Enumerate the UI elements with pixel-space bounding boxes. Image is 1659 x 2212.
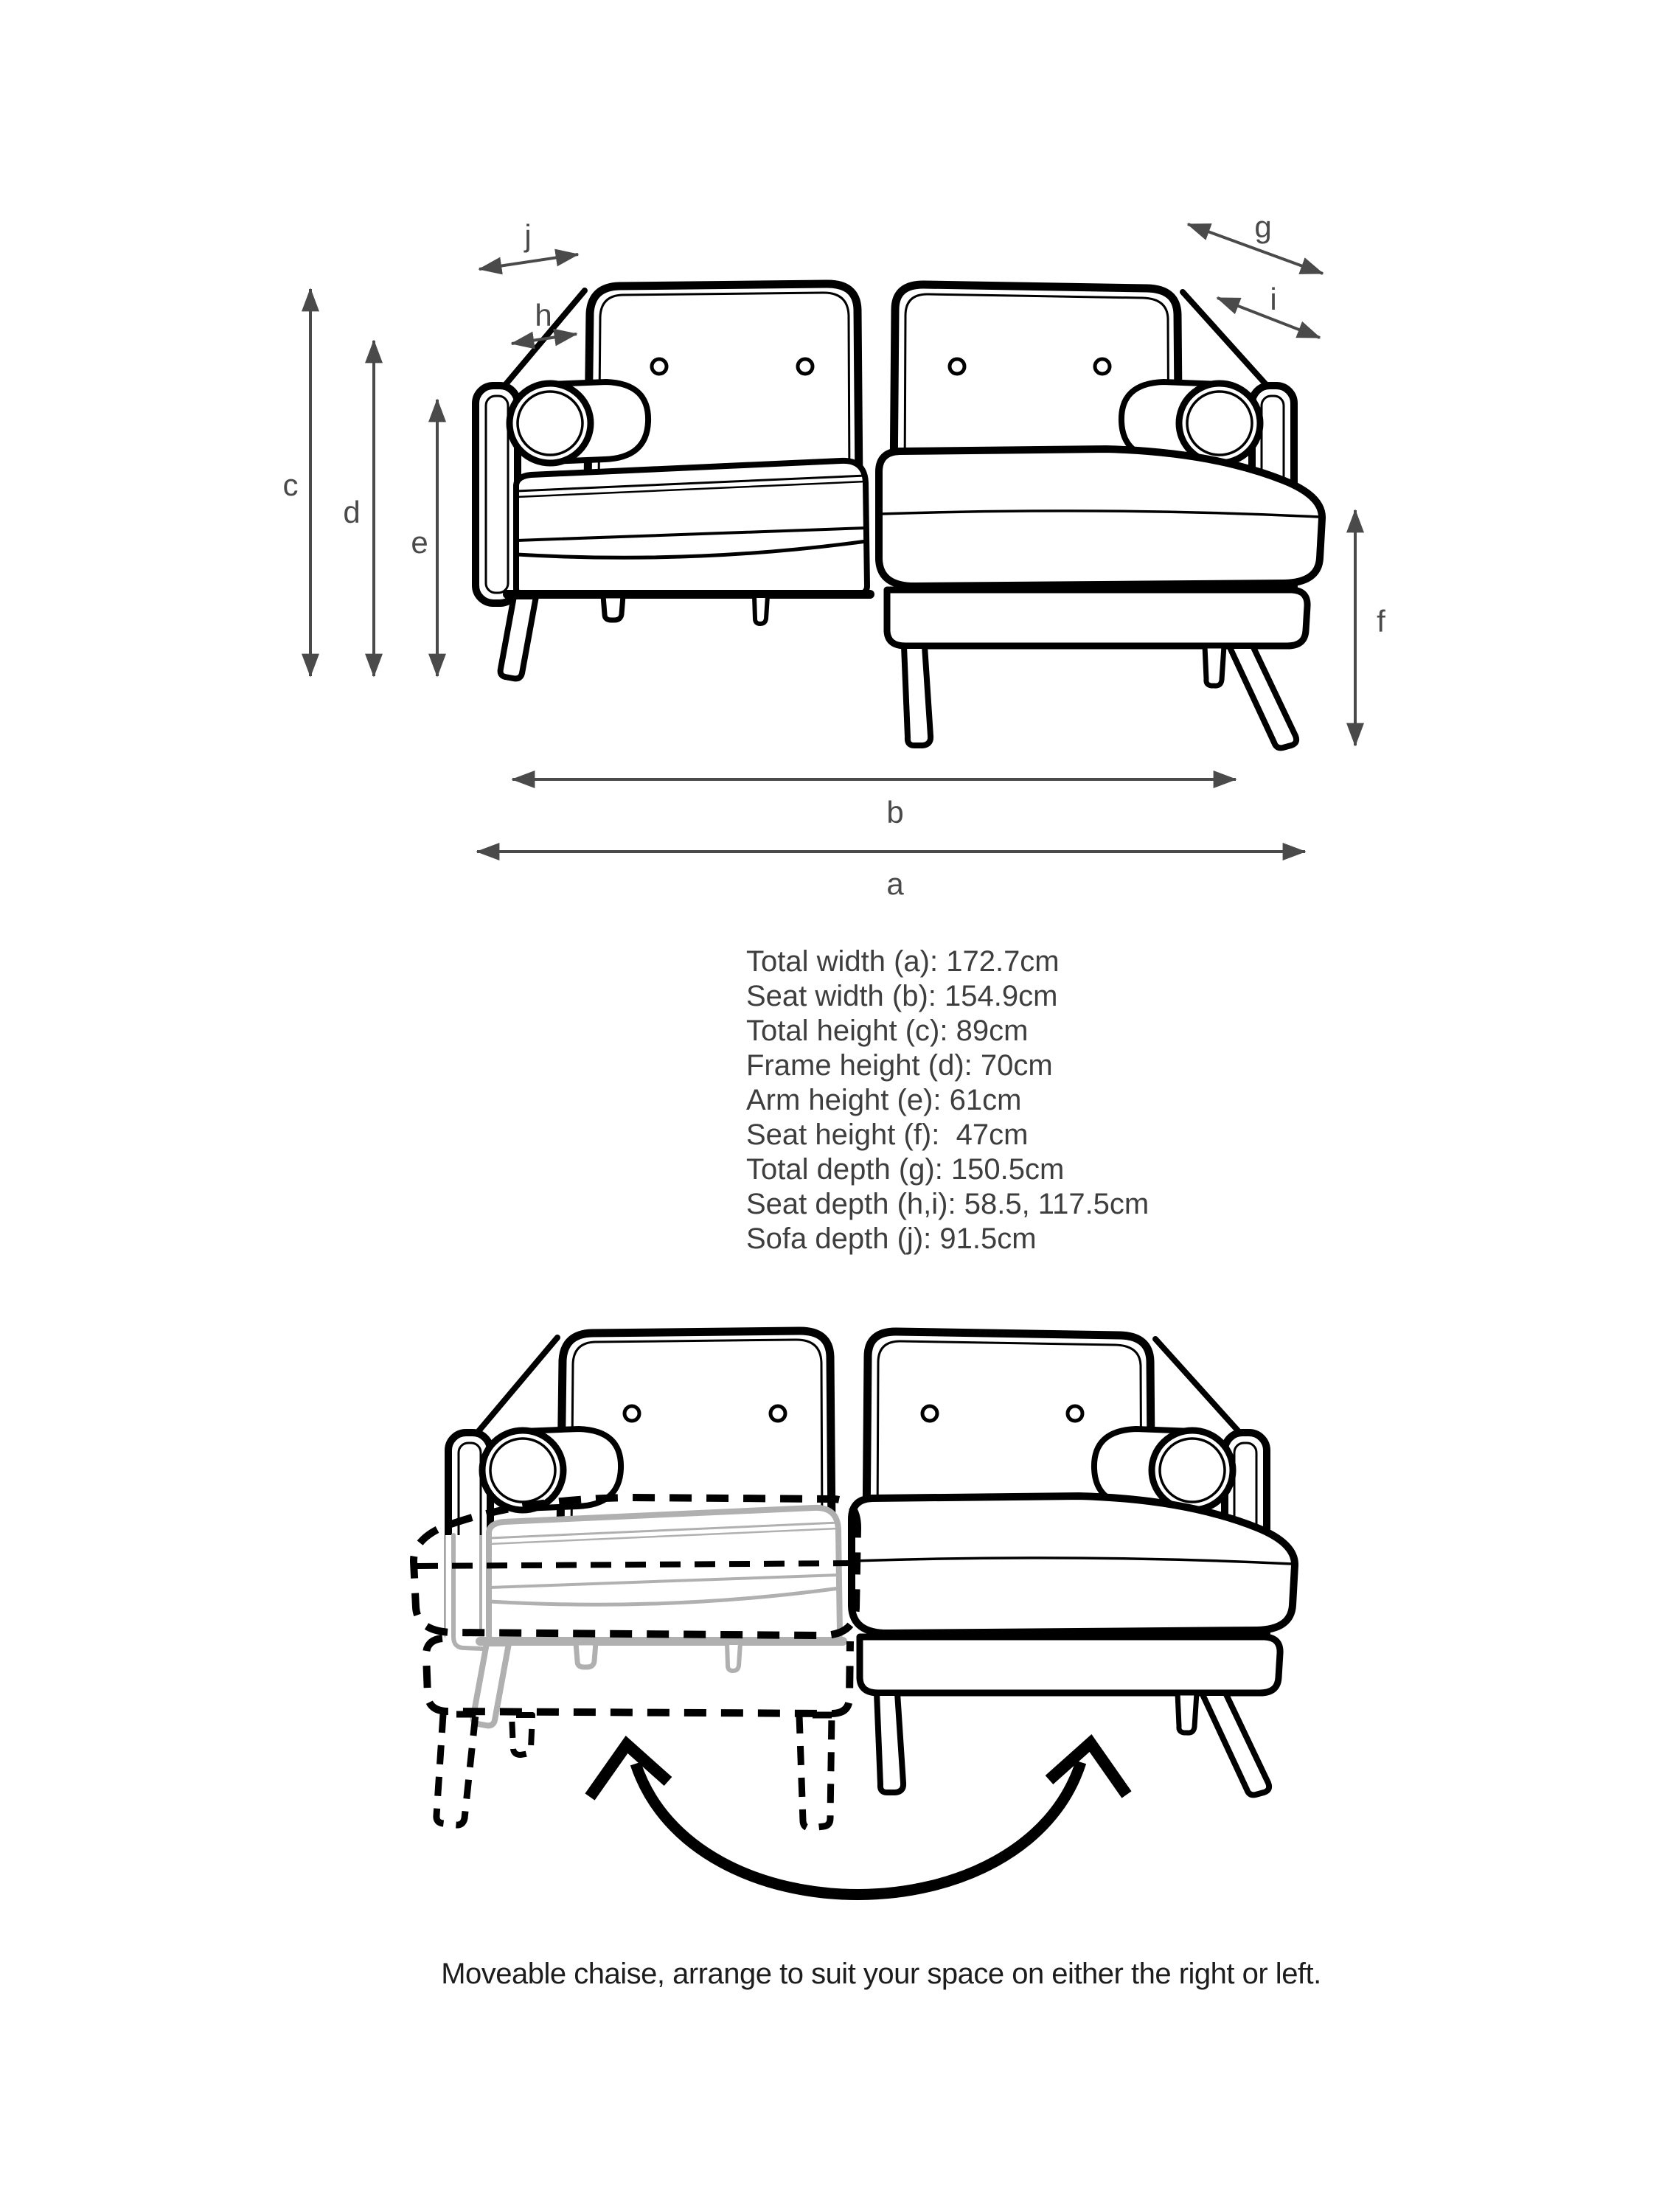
dim-label-f: f	[1377, 604, 1385, 639]
ghost-left-seat	[445, 1508, 843, 1725]
measurements-list	[746, 945, 1149, 1256]
dashed-chaise-leg	[799, 1715, 832, 1828]
measurement-arm-height: Arm height (e): 61cm	[746, 1084, 1022, 1116]
measurement-seat-depth: Seat depth (h,i): 58.5, 117.5cm	[746, 1188, 1150, 1220]
dashed-chaise-leg	[512, 1715, 532, 1755]
dashed-chaise-leg	[437, 1714, 476, 1825]
measurement-total-height: Total height (c): 89cm	[746, 1015, 1029, 1047]
dim-label-a: a	[886, 866, 904, 901]
measurement-seat-height: Seat height (f): 47cm	[746, 1119, 1029, 1151]
dim-label-h: h	[535, 298, 552, 333]
dim-label-j: j	[524, 218, 532, 253]
caption-text: Moveable chaise, arrange to suit your space on either the right or left.	[441, 1958, 1321, 1990]
dim-label-b: b	[886, 795, 904, 830]
dim-label-e: e	[411, 525, 428, 560]
arrow-j	[479, 254, 578, 269]
measurement-frame-height: Frame height (d): 70cm	[746, 1049, 1053, 1082]
arrowhead-left	[590, 1745, 668, 1797]
measurement-sofa-depth: Sofa depth (j): 91.5cm	[746, 1222, 1037, 1255]
arrowhead-right	[1049, 1743, 1127, 1795]
dim-label-d: d	[343, 495, 361, 529]
measurement-seat-width: Seat width (b): 154.9cm	[746, 980, 1058, 1012]
measurement-total-depth: Total depth (g): 150.5cm	[746, 1153, 1065, 1186]
top-sofa-drawing	[476, 284, 1322, 748]
measurement-total-width: Total width (a): 172.7cm	[746, 945, 1060, 978]
dim-label-i: i	[1270, 282, 1277, 316]
dim-label-c: c	[282, 467, 299, 502]
dim-label-g: g	[1254, 209, 1272, 244]
swap-arrow	[590, 1743, 1127, 1895]
arrow-i	[1217, 298, 1320, 338]
